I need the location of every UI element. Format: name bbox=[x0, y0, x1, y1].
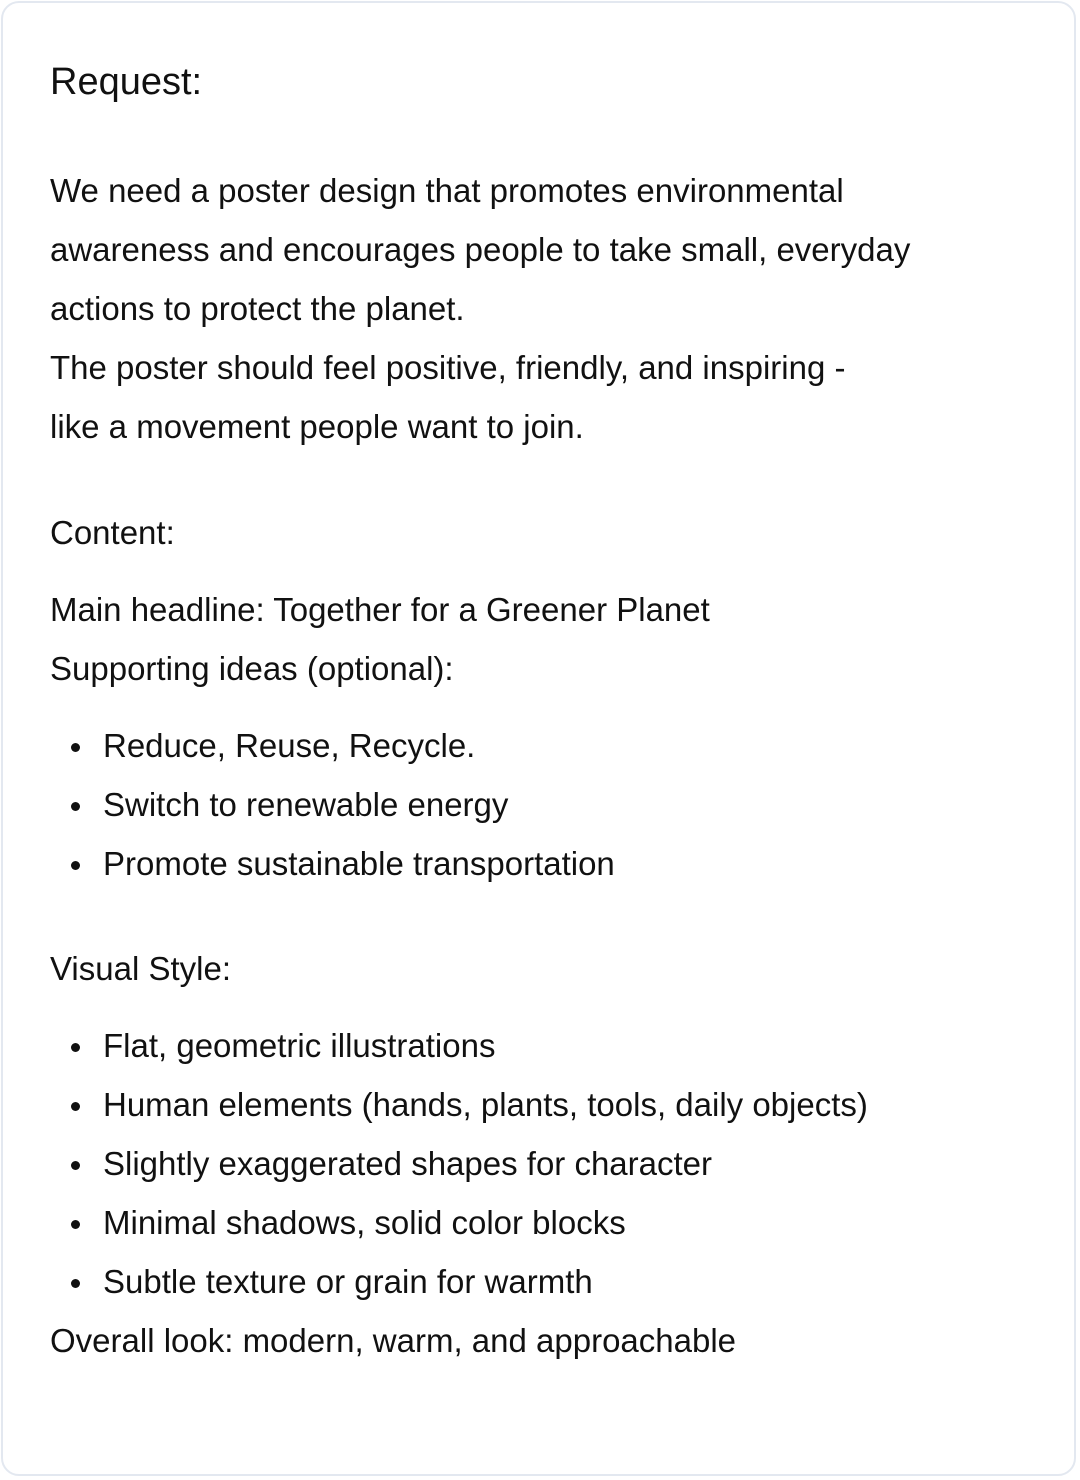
request-line: awareness and encourages people to take small, everyday bbox=[50, 231, 911, 268]
bullet-icon bbox=[71, 743, 80, 752]
bullet-icon bbox=[71, 1220, 80, 1229]
list-item bbox=[50, 1142, 868, 1201]
bullet-icon bbox=[71, 802, 80, 811]
list-item bbox=[50, 1024, 868, 1083]
request-line: actions to protect the planet. bbox=[50, 290, 465, 327]
list-item bbox=[50, 724, 615, 783]
request-line: The poster should feel positive, friendly, and inspiring - bbox=[50, 349, 846, 386]
list-item-text: Flat, geometric illustrations bbox=[103, 1027, 496, 1064]
list-item bbox=[50, 1201, 868, 1260]
list-item-text: Subtle texture or grain for warmth bbox=[103, 1263, 593, 1300]
list-item-text: Human elements (hands, plants, tools, daily objects) bbox=[103, 1086, 868, 1123]
list-item bbox=[50, 783, 615, 842]
request-line: We need a poster design that promotes environmental bbox=[50, 172, 844, 209]
list-item-text: Promote sustainable transportation bbox=[103, 845, 615, 882]
bullet-icon bbox=[71, 1102, 80, 1111]
request-heading: Request: bbox=[50, 61, 203, 103]
supporting-ideas-label: Supporting ideas (optional): bbox=[50, 650, 454, 687]
bullet-icon bbox=[71, 1043, 80, 1052]
overall-look-text: Overall look: modern, warm, and approachable bbox=[50, 1322, 737, 1359]
list-item-text: Minimal shadows, solid color blocks bbox=[103, 1204, 626, 1241]
list-item-text: Slightly exaggerated shapes for character bbox=[103, 1145, 713, 1182]
bullet-icon bbox=[71, 1279, 80, 1288]
main-headline-text: Main headline: Together for a Greener Planet bbox=[50, 591, 710, 628]
list-item bbox=[50, 1260, 868, 1319]
request-card bbox=[1, 1, 1076, 1476]
list-item bbox=[50, 842, 615, 901]
request-line: like a movement people want to join. bbox=[50, 408, 584, 445]
content-heading: Content: bbox=[50, 514, 175, 551]
list-item bbox=[50, 1083, 868, 1142]
visual-style-list bbox=[50, 1024, 868, 1319]
list-item-text: Reduce, Reuse, Recycle. bbox=[103, 727, 476, 764]
visual-style-heading: Visual Style: bbox=[50, 950, 231, 987]
bullet-icon bbox=[71, 1161, 80, 1170]
list-item-text: Switch to renewable energy bbox=[103, 786, 509, 823]
bullet-icon bbox=[71, 861, 80, 870]
supporting-ideas-list bbox=[50, 724, 615, 901]
